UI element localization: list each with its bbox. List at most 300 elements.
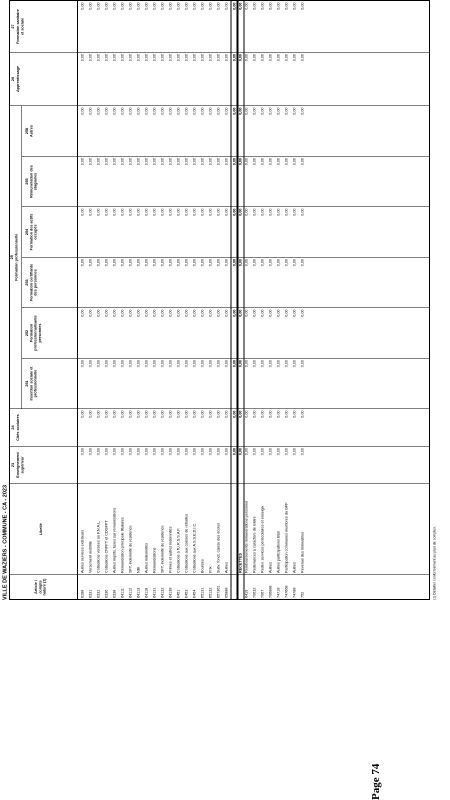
total-cell: 0,00 — [232, 208, 237, 216]
table-row — [283, 1, 291, 599]
value-cell: 0,00 — [192, 158, 197, 166]
value-cell: 0,00 — [292, 309, 297, 317]
article-code: 6332 — [96, 589, 101, 598]
value-cell: 0,00 — [224, 448, 229, 456]
row-label: Autres — [268, 562, 273, 573]
value-cell: 0,00 — [88, 410, 93, 418]
value-cell: 0,00 — [276, 259, 281, 267]
value-cell: 0,00 — [112, 54, 117, 62]
table-row — [191, 1, 199, 599]
table-row — [87, 1, 95, 599]
value-cell: 0,00 — [260, 360, 265, 368]
total-cell: 0,00 — [232, 360, 237, 368]
value-cell: 0,00 — [184, 360, 189, 368]
value-cell: 0,00 — [192, 448, 197, 456]
header-col-24: 24 Cités scolaires — [10, 409, 77, 447]
value-cell: 0,00 — [112, 208, 117, 216]
value-cell: 0,00 — [184, 107, 189, 115]
row-label: Subv. fonct. caisse des écoles — [216, 522, 221, 573]
value-cell: 0,00 — [208, 107, 213, 115]
value-cell: 0,00 — [192, 54, 197, 62]
grid-line — [77, 106, 429, 107]
table-row — [183, 1, 191, 599]
table-row — [95, 1, 103, 599]
value-cell: 0,00 — [88, 259, 93, 267]
value-cell: 0,00 — [238, 259, 243, 267]
value-cell: 0,00 — [136, 448, 141, 456]
value-cell: 0,00 — [268, 54, 273, 62]
value-cell: 0,00 — [88, 448, 93, 456]
row-label: Autres impôts, taxes sur rémunérations — [112, 507, 117, 573]
value-cell: 0,00 — [168, 309, 173, 317]
table-row — [127, 1, 135, 599]
article-code: 747668 — [284, 585, 289, 598]
value-cell: 0,00 — [144, 158, 149, 166]
value-cell: 0,00 — [238, 410, 243, 418]
value-cell: 0,00 — [88, 2, 93, 10]
value-cell: 0,00 — [244, 410, 249, 418]
value-cell: 0,00 — [252, 259, 257, 267]
value-cell: 0,00 — [260, 107, 265, 115]
value-cell: 0,00 — [80, 54, 85, 62]
value-cell: 0,00 — [238, 2, 243, 10]
value-cell: 0,00 — [200, 158, 205, 166]
value-cell: 0,00 — [128, 107, 133, 115]
value-cell: 0,00 — [208, 2, 213, 10]
table-row — [79, 1, 87, 599]
value-cell: 0,00 — [160, 158, 165, 166]
value-cell: 0,00 — [292, 259, 297, 267]
value-cell: 0,00 — [144, 360, 149, 368]
header-col-255: 255 Rémunération des stagiaires — [22, 157, 77, 208]
value-cell: 0,00 — [136, 158, 141, 166]
grid-line — [77, 156, 429, 157]
value-cell: 0,00 — [260, 410, 265, 418]
grid-line — [77, 575, 429, 576]
value-cell: 0,00 — [284, 107, 289, 115]
value-cell: 0,00 — [244, 107, 249, 115]
value-cell: 0,00 — [160, 208, 165, 216]
value-cell: 0,00 — [200, 107, 205, 115]
value-cell: 0,00 — [300, 158, 305, 166]
value-cell: 0,00 — [300, 448, 305, 456]
value-cell: 0,00 — [152, 158, 157, 166]
value-cell: 0,00 — [284, 208, 289, 216]
article-code: 65888 — [224, 587, 229, 598]
value-cell: 0,00 — [260, 158, 265, 166]
value-cell: 0,00 — [216, 448, 221, 456]
value-cell: 0,00 — [276, 158, 281, 166]
value-cell: 0,00 — [88, 208, 93, 216]
header-libelle: Libellé — [10, 484, 77, 575]
row-label: Bourses — [200, 559, 205, 573]
value-cell: 0,00 — [244, 259, 249, 267]
article-code: 6331 — [88, 589, 93, 598]
row-label: Prix — [208, 566, 213, 573]
value-cell: 0,00 — [168, 208, 173, 216]
value-cell: 0,00 — [184, 448, 189, 456]
article-code: 64113 — [136, 587, 141, 598]
value-cell: 0,00 — [292, 107, 297, 115]
table-row — [275, 1, 283, 599]
value-cell: 0,00 — [238, 448, 243, 456]
value-cell: 0,00 — [244, 448, 249, 456]
value-cell: 0,00 — [136, 259, 141, 267]
value-cell: 0,00 — [112, 448, 117, 456]
value-cell: 0,00 — [300, 107, 305, 115]
value-cell: 0,00 — [176, 208, 181, 216]
value-cell: 0,00 — [136, 208, 141, 216]
value-cell: 0,00 — [168, 259, 173, 267]
value-cell: 0,00 — [104, 410, 109, 418]
value-cell: 0,00 — [120, 54, 125, 62]
value-cell: 0,00 — [252, 360, 257, 368]
value-cell: 0,00 — [144, 309, 149, 317]
value-cell: 0,00 — [128, 54, 133, 62]
row-label: SFT, indemnité de résidence — [160, 525, 165, 573]
total-cell: 0,00 — [232, 410, 237, 418]
table-row — [151, 1, 159, 599]
table-row — [223, 1, 231, 599]
row-label: Autres participations Etat — [276, 531, 281, 573]
value-cell: 0,00 — [268, 309, 273, 317]
value-cell: 0,00 — [176, 2, 181, 10]
value-cell: 0,00 — [268, 259, 273, 267]
value-cell: 0,00 — [260, 208, 265, 216]
value-cell: 0,00 — [276, 54, 281, 62]
value-cell: 0,00 — [216, 208, 221, 216]
value-cell: 0,00 — [268, 410, 273, 418]
table-row — [119, 1, 127, 599]
value-cell: 0,00 — [276, 410, 281, 418]
value-cell: 0,00 — [200, 360, 205, 368]
table-row — [267, 1, 275, 599]
value-cell: 0,00 — [300, 309, 305, 317]
value-cell: 0,00 — [200, 448, 205, 456]
row-label: SFT, indemnité de résidence — [128, 525, 133, 573]
value-cell: 0,00 — [104, 448, 109, 456]
total-cell: 0,00 — [232, 309, 237, 317]
value-cell: 0,00 — [160, 259, 165, 267]
table-row — [159, 1, 167, 599]
value-cell: 0,00 — [80, 410, 85, 418]
value-cell: 0,00 — [96, 158, 101, 166]
value-cell: 0,00 — [200, 2, 205, 10]
table-row — [243, 1, 251, 599]
value-cell: 0,00 — [128, 158, 133, 166]
table-row — [251, 1, 259, 599]
article-code: 64111 — [120, 588, 125, 598]
value-cell: 0,00 — [168, 448, 173, 456]
value-cell: 0,00 — [224, 360, 229, 368]
value-cell: 0,00 — [300, 259, 305, 267]
row-label: Autres — [224, 562, 229, 573]
value-cell: 0,00 — [284, 410, 289, 418]
value-cell: 0,00 — [160, 448, 165, 456]
article-code: 6451 — [176, 589, 181, 598]
value-cell: 0,00 — [238, 208, 243, 216]
value-cell: 0,00 — [80, 448, 85, 456]
value-cell: 0,00 — [176, 448, 181, 456]
value-cell: 0,00 — [200, 208, 205, 216]
table-row — [175, 1, 183, 599]
value-cell: 0,00 — [80, 208, 85, 216]
value-cell: 0,00 — [104, 2, 109, 10]
value-cell: 0,00 — [216, 360, 221, 368]
article-code: 64118 — [144, 587, 149, 598]
value-cell: 0,00 — [120, 259, 125, 267]
value-cell: 0,00 — [284, 259, 289, 267]
value-cell: 0,00 — [160, 410, 165, 418]
value-cell: 0,00 — [252, 208, 257, 216]
article-code: 64112 — [128, 587, 133, 598]
value-cell: 0,00 — [260, 309, 265, 317]
article-code: 64131 — [152, 587, 157, 598]
article-code: 70632 — [252, 587, 257, 598]
table-row — [299, 1, 307, 599]
value-cell: 0,00 — [184, 410, 189, 418]
value-cell: 0,00 — [216, 2, 221, 10]
value-cell: 0,00 — [184, 208, 189, 216]
value-cell: 0,00 — [300, 54, 305, 62]
grid-line — [77, 409, 429, 410]
value-cell: 0,00 — [244, 208, 249, 216]
value-cell: 0,00 — [224, 158, 229, 166]
total-cell: 0,00 — [232, 448, 237, 456]
value-cell: 0,00 — [224, 54, 229, 62]
value-cell: 0,00 — [128, 448, 133, 456]
article-code: 64138 — [168, 587, 173, 598]
header-col-251: 251 Insertion sociale et professionnelle — [22, 359, 77, 410]
value-cell: 0,00 — [152, 360, 157, 368]
row-label: Remboursements rémunérations personnel — [244, 500, 249, 573]
header-col-25: 25 Formation professionnelle — [10, 106, 22, 409]
value-cell: 0,00 — [184, 259, 189, 267]
value-cell: 0,00 — [144, 410, 149, 418]
value-cell: 0,00 — [184, 158, 189, 166]
header-col-253: 253 Formation certifiante des personnes — [22, 258, 77, 309]
header-col-254: 254 Formation des actifs occupés — [22, 207, 77, 258]
value-cell: 0,00 — [176, 309, 181, 317]
value-cell: 0,00 — [152, 208, 157, 216]
value-cell: 0,00 — [88, 309, 93, 317]
value-cell: 0,00 — [104, 259, 109, 267]
value-cell: 0,00 — [120, 158, 125, 166]
value-cell: 0,00 — [200, 309, 205, 317]
value-cell: 0,00 — [268, 360, 273, 368]
value-cell: 0,00 — [160, 107, 165, 115]
row-label: Redev. services périscolaires et enseign — [260, 506, 265, 573]
value-cell: 0,00 — [276, 2, 281, 10]
row-label: Versement mobilité — [88, 541, 93, 573]
value-cell: 0,00 — [160, 360, 165, 368]
value-cell: 0,00 — [252, 54, 257, 62]
value-cell: 0,00 — [96, 448, 101, 456]
value-cell: 0,00 — [88, 158, 93, 166]
value-cell: 0,00 — [152, 259, 157, 267]
total-cell: 0,00 — [232, 158, 237, 166]
value-cell: 0,00 — [292, 208, 297, 216]
value-cell: 0,00 — [152, 448, 157, 456]
value-cell: 0,00 — [96, 54, 101, 62]
value-cell: 0,00 — [136, 309, 141, 317]
value-cell: 0,00 — [192, 208, 197, 216]
row-label: Rémunérations — [152, 547, 157, 573]
value-cell: 0,00 — [120, 107, 125, 115]
value-cell: 0,00 — [292, 158, 297, 166]
value-cell: 0,00 — [152, 410, 157, 418]
value-cell: 0,00 — [244, 360, 249, 368]
value-cell: 0,00 — [238, 309, 243, 317]
value-cell: 0,00 — [184, 54, 189, 62]
value-cell: 0,00 — [160, 309, 165, 317]
value-cell: 0,00 — [168, 54, 173, 62]
value-cell: 0,00 — [224, 309, 229, 317]
value-cell: 0,00 — [216, 107, 221, 115]
value-cell: 0,00 — [152, 107, 157, 115]
value-cell: 0,00 — [160, 2, 165, 10]
grid-line — [77, 52, 429, 53]
row-label: Cotisations à l'U.R.S.S.A.F. — [176, 527, 181, 573]
table-row — [143, 1, 151, 599]
value-cell: 0,00 — [152, 54, 157, 62]
value-cell: 0,00 — [104, 158, 109, 166]
value-cell: 0,00 — [120, 2, 125, 10]
value-cell: 0,00 — [300, 2, 305, 10]
value-cell: 0,00 — [268, 448, 273, 456]
value-cell: 0,00 — [208, 360, 213, 368]
value-cell: 0,00 — [88, 360, 93, 368]
value-cell: 0,00 — [200, 410, 205, 418]
table-header — [10, 1, 78, 599]
header-article: Article / compte nature (1) — [33, 578, 47, 596]
value-cell: 0,00 — [276, 360, 281, 368]
value-cell: 0,00 — [104, 309, 109, 317]
value-cell: 0,00 — [268, 158, 273, 166]
table-row — [167, 1, 175, 599]
row-label: Autres services extérieurs — [80, 529, 85, 573]
value-cell: 0,00 — [284, 158, 289, 166]
value-cell: 0,00 — [216, 158, 221, 166]
article-code: 6338 — [112, 589, 117, 598]
value-cell: 0,00 — [208, 410, 213, 418]
value-cell: 0,00 — [88, 54, 93, 62]
value-cell: 0,00 — [80, 259, 85, 267]
value-cell: 0,00 — [176, 158, 181, 166]
article-code: 65131 — [200, 587, 205, 598]
value-cell: 0,00 — [192, 410, 197, 418]
value-cell: 0,00 — [128, 309, 133, 317]
value-cell: 0,00 — [200, 259, 205, 267]
row-label: Revenus des immeubles — [300, 531, 305, 573]
row-label: Rémunération principale titulaires — [120, 517, 125, 573]
value-cell: 0,00 — [276, 208, 281, 216]
value-cell: 0,00 — [120, 448, 125, 456]
row-label: NBI — [136, 566, 141, 573]
article-code: 6419 — [244, 589, 249, 598]
header-col-252: 252 Formation professionnalisante personnes — [22, 308, 77, 359]
row-label: Redevances à caractère de loisirs — [252, 516, 257, 573]
value-cell: 0,00 — [252, 158, 257, 166]
value-cell: 0,00 — [224, 2, 229, 10]
value-cell: 0,00 — [300, 410, 305, 418]
value-cell: 0,00 — [168, 2, 173, 10]
value-cell: 0,00 — [112, 410, 117, 418]
value-cell: 0,00 — [216, 54, 221, 62]
total-cell: 0,00 — [232, 259, 237, 267]
value-cell: 0,00 — [96, 107, 101, 115]
value-cell: 0,00 — [192, 309, 197, 317]
value-cell: 0,00 — [120, 208, 125, 216]
table-row — [135, 1, 143, 599]
article-code: 6288 — [80, 589, 85, 598]
row-label: Cotisations aux A.S.S.E.D.I.C. — [192, 522, 197, 573]
value-cell: 0,00 — [244, 54, 249, 62]
value-cell: 0,00 — [208, 448, 213, 456]
value-cell: 0,00 — [176, 410, 181, 418]
value-cell: 0,00 — [216, 309, 221, 317]
value-cell: 0,00 — [208, 54, 213, 62]
value-cell: 0,00 — [224, 208, 229, 216]
table-row — [199, 1, 207, 599]
value-cell: 0,00 — [136, 360, 141, 368]
value-cell: 0,00 — [80, 107, 85, 115]
article-code: 7067 — [260, 589, 265, 598]
row-label: Cotisations CNFPT et CDGFPT — [104, 520, 109, 573]
value-cell: 0,00 — [284, 448, 289, 456]
value-cell: 0,00 — [80, 360, 85, 368]
value-cell: 0,00 — [238, 158, 243, 166]
value-cell: 0,00 — [160, 54, 165, 62]
value-cell: 0,00 — [120, 410, 125, 418]
value-cell: 0,00 — [208, 309, 213, 317]
value-cell: 0,00 — [144, 54, 149, 62]
total-cell: 0,00 — [232, 107, 237, 115]
value-cell: 0,00 — [120, 360, 125, 368]
value-cell: 0,00 — [208, 259, 213, 267]
value-cell: 0,00 — [96, 360, 101, 368]
value-cell: 0,00 — [200, 54, 205, 62]
value-cell: 0,00 — [192, 360, 197, 368]
value-cell: 0,00 — [144, 2, 149, 10]
value-cell: 0,00 — [96, 2, 101, 10]
value-cell: 0,00 — [300, 360, 305, 368]
value-cell: 0,00 — [96, 208, 101, 216]
value-cell: 0,00 — [112, 2, 117, 10]
row-label: Autres indemnités — [144, 542, 149, 573]
total-cell: 0,00 — [232, 2, 237, 10]
value-cell: 0,00 — [284, 54, 289, 62]
value-cell: 0,00 — [144, 448, 149, 456]
budget-table — [9, 0, 430, 600]
value-cell: 0,00 — [216, 410, 221, 418]
value-cell: 0,00 — [192, 107, 197, 115]
header-col-26: 26 Apprentissage — [10, 53, 77, 107]
value-cell: 0,00 — [136, 410, 141, 418]
row-label: Participation communes membres du GFP — [284, 502, 289, 573]
value-cell: 0,00 — [152, 2, 157, 10]
value-cell: 0,00 — [176, 360, 181, 368]
value-cell: 0,00 — [284, 309, 289, 317]
value-cell: 0,00 — [260, 448, 265, 456]
value-cell: 0,00 — [104, 107, 109, 115]
value-cell: 0,00 — [268, 107, 273, 115]
table-row — [215, 1, 223, 599]
value-cell: 0,00 — [238, 360, 243, 368]
value-cell: 0,00 — [208, 158, 213, 166]
article-code: 752 — [300, 591, 305, 598]
header-col-23: 23 Enseignement supérieur — [10, 447, 77, 485]
